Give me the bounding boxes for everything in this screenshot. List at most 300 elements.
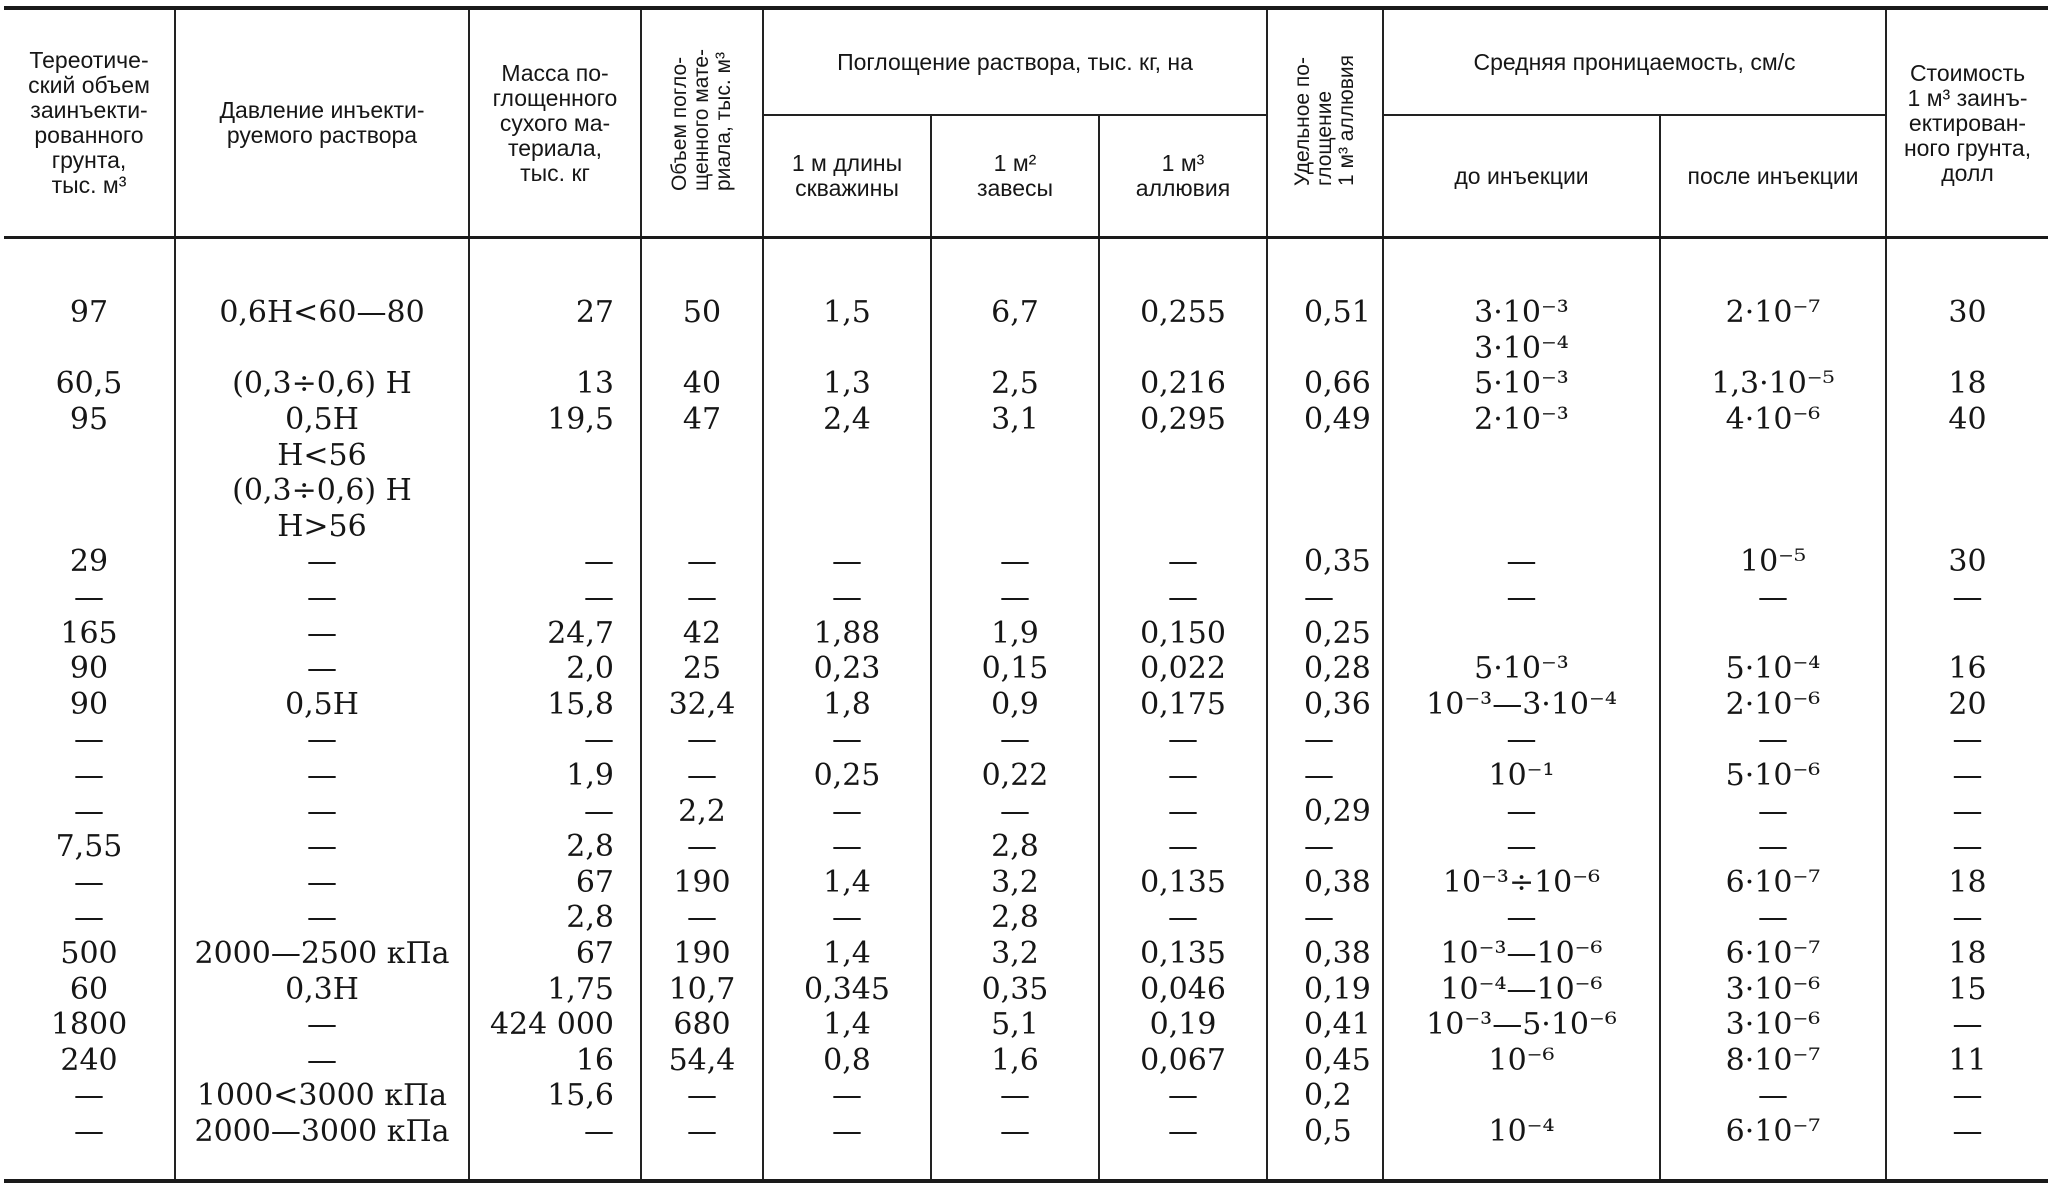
table-cell-col10: — (1660, 793, 1886, 829)
table-cell-col6: — (931, 1114, 1099, 1150)
table-spacer-cell (4, 238, 175, 296)
table-cell-col1: — (4, 1114, 175, 1150)
table-cell-col11: — (1886, 758, 2048, 794)
table-spacer-cell (931, 1149, 1099, 1181)
table-cell-col11 (1886, 615, 2048, 651)
table-cell-col11: 30 (1886, 544, 2048, 580)
table-spacer-row (4, 238, 2048, 296)
table-cell-col6: 3,2 (931, 936, 1099, 972)
table-cell-col4: 25 (641, 651, 763, 687)
table-cell-col2: — (175, 580, 469, 616)
table-cell-col3 (469, 473, 641, 509)
table-cell-col4: — (641, 900, 763, 936)
table-cell-col7: — (1099, 722, 1267, 758)
table-cell-col5 (763, 437, 931, 473)
table-cell-col10: 5·10⁻⁴ (1660, 651, 1886, 687)
table-cell-col11: — (1886, 793, 2048, 829)
table-cell-col1: 29 (4, 544, 175, 580)
table-cell-col8: 0,2 (1267, 1078, 1383, 1114)
table-cell-col7 (1099, 473, 1267, 509)
table-row (4, 437, 2048, 473)
table-cell-col11: 11 (1886, 1042, 2048, 1078)
table-cell-col3: 2,0 (469, 651, 641, 687)
table-cell-col10 (1660, 331, 1886, 367)
table-cell-col5: 1,88 (763, 615, 931, 651)
table-spacer-cell (1660, 238, 1886, 296)
table-cell-col7: — (1099, 580, 1267, 616)
table-cell-col2: — (175, 865, 469, 901)
header-volume-absorbed: Объем погло- щенного мате- риала, тыс. м³ (641, 8, 763, 238)
table-cell-col2: 1000<3000 кПа (175, 1078, 469, 1114)
table-cell-col7: — (1099, 793, 1267, 829)
table-cell-col5: 0,23 (763, 651, 931, 687)
table-cell-col6 (931, 437, 1099, 473)
table-cell-col1 (4, 509, 175, 545)
table-body (4, 238, 2048, 1182)
table-row (4, 971, 2048, 1007)
table-cell-col1: 97 (4, 295, 175, 331)
header-specific-absorption: Удельное по- глощение 1 м³ аллювия (1267, 8, 1383, 238)
table-row (4, 865, 2048, 901)
table-cell-col10: — (1660, 900, 1886, 936)
table-cell-col2: (0,3÷0,6) H (175, 366, 469, 402)
table-cell-col8: 0,38 (1267, 936, 1383, 972)
table-row (4, 1007, 2048, 1043)
table-cell-col2: — (175, 793, 469, 829)
table-cell-col1: — (4, 722, 175, 758)
table-cell-col1: 95 (4, 402, 175, 438)
table-spacer-cell (1099, 238, 1267, 296)
header-pressure: Давление инъекти- руемого раствора (175, 8, 469, 238)
table-cell-col4: 10,7 (641, 971, 763, 1007)
table-cell-col2: 2000—2500 кПа (175, 936, 469, 972)
table-cell-col4 (641, 331, 763, 367)
table-cell-col3: 13 (469, 366, 641, 402)
table-cell-col9: — (1383, 544, 1660, 580)
table-spacer-cell (175, 238, 469, 296)
table-cell-col1 (4, 473, 175, 509)
table-cell-col2: 0,5H (175, 402, 469, 438)
table-cell-col7: — (1099, 758, 1267, 794)
table-cell-col2: — (175, 900, 469, 936)
table-cell-col5 (763, 331, 931, 367)
table-row (4, 687, 2048, 723)
table-cell-col9: — (1383, 829, 1660, 865)
table-spacer-cell (763, 238, 931, 296)
table-spacer-cell (469, 238, 641, 296)
table-cell-col10: 6·10⁻⁷ (1660, 1114, 1886, 1150)
table-cell-col7: 0,067 (1099, 1042, 1267, 1078)
table-cell-col6: 0,9 (931, 687, 1099, 723)
table-cell-col6: 0,15 (931, 651, 1099, 687)
table-cell-col9 (1383, 615, 1660, 651)
table-cell-col9: 10⁻⁴ (1383, 1114, 1660, 1150)
table-cell-col1: 240 (4, 1042, 175, 1078)
table-cell-col9: 5·10⁻³ (1383, 651, 1660, 687)
table-cell-col3: 19,5 (469, 402, 641, 438)
table-cell-col8: 0,19 (1267, 971, 1383, 1007)
table-cell-col7 (1099, 331, 1267, 367)
table-row (4, 722, 2048, 758)
table-cell-col11 (1886, 473, 2048, 509)
table-cell-col4: — (641, 544, 763, 580)
table-cell-col8: 0,28 (1267, 651, 1383, 687)
table-cell-col2: — (175, 615, 469, 651)
table-cell-col10 (1660, 473, 1886, 509)
table-cell-col7: 0,216 (1099, 366, 1267, 402)
table-cell-col5: — (763, 722, 931, 758)
table-cell-col11: — (1886, 1078, 2048, 1114)
table-cell-col4: 190 (641, 936, 763, 972)
table-spacer-cell (763, 1149, 931, 1181)
table-cell-col8 (1267, 473, 1383, 509)
table-spacer-row (4, 1149, 2048, 1181)
table-cell-col5: — (763, 544, 931, 580)
table-cell-col2 (175, 331, 469, 367)
table-cell-col3 (469, 331, 641, 367)
table-cell-col5: 2,4 (763, 402, 931, 438)
table-spacer-cell (1660, 1149, 1886, 1181)
table-row (4, 509, 2048, 545)
table-cell-col5: — (763, 900, 931, 936)
table-cell-col3: 1,9 (469, 758, 641, 794)
table-cell-col11 (1886, 331, 2048, 367)
table-row (4, 793, 2048, 829)
table-cell-col3: 27 (469, 295, 641, 331)
table-spacer-cell (1099, 1149, 1267, 1181)
table-cell-col11: 30 (1886, 295, 2048, 331)
table-cell-col8: 0,29 (1267, 793, 1383, 829)
table-cell-col2: — (175, 1042, 469, 1078)
header-row-1 (4, 8, 2048, 115)
table-spacer-cell (641, 238, 763, 296)
table-cell-col1: 7,55 (4, 829, 175, 865)
table-cell-col4: 40 (641, 366, 763, 402)
table-cell-col6 (931, 509, 1099, 545)
table-cell-col3 (469, 509, 641, 545)
table-cell-col9: 3·10⁻⁴ (1383, 331, 1660, 367)
table-cell-col9 (1383, 473, 1660, 509)
table-cell-col7: — (1099, 900, 1267, 936)
header-theoretical-volume: Тереотиче- ский объем заинъекти- рованного грунта, тыс. м³ (4, 8, 175, 238)
table-cell-col10: — (1660, 580, 1886, 616)
table-spacer-cell (1886, 1149, 2048, 1181)
header-cost: Стоимость 1 м³ заинъ- ектирован- ного грунта, долл (1886, 8, 2048, 238)
table-cell-col6 (931, 331, 1099, 367)
table-cell-col3: 2,8 (469, 829, 641, 865)
table-cell-col5: 1,3 (763, 366, 931, 402)
table-cell-col7: 0,022 (1099, 651, 1267, 687)
table-cell-col5: — (763, 1114, 931, 1150)
table-cell-col4: 190 (641, 865, 763, 901)
table-cell-col3: 16 (469, 1042, 641, 1078)
table-cell-col9: 10⁻¹ (1383, 758, 1660, 794)
table-cell-col2: — (175, 829, 469, 865)
table-cell-col10: 4·10⁻⁶ (1660, 402, 1886, 438)
table-cell-col2: — (175, 758, 469, 794)
table-cell-col9: 3·10⁻³ (1383, 295, 1660, 331)
table-cell-col11: — (1886, 829, 2048, 865)
table-cell-col3: — (469, 580, 641, 616)
table-row (4, 829, 2048, 865)
table-cell-col10: — (1660, 722, 1886, 758)
table-cell-col5: 1,4 (763, 1007, 931, 1043)
table-cell-col11: 18 (1886, 865, 2048, 901)
table-cell-col7: — (1099, 829, 1267, 865)
table-cell-col8 (1267, 331, 1383, 367)
table-cell-col8: — (1267, 829, 1383, 865)
table-cell-col1 (4, 331, 175, 367)
data-table (4, 6, 2048, 1183)
table-cell-col8: 0,5 (1267, 1114, 1383, 1150)
table-cell-col4 (641, 473, 763, 509)
table-cell-col1: 60,5 (4, 366, 175, 402)
table-cell-col9 (1383, 1078, 1660, 1114)
table-cell-col11: 40 (1886, 402, 2048, 438)
table-cell-col8: — (1267, 900, 1383, 936)
table-row (4, 936, 2048, 972)
table-cell-col9 (1383, 437, 1660, 473)
table-cell-col10: — (1660, 1078, 1886, 1114)
table-cell-col1: — (4, 1078, 175, 1114)
table-cell-col2: — (175, 651, 469, 687)
table-cell-col10 (1660, 615, 1886, 651)
table-cell-col8: 0,45 (1267, 1042, 1383, 1078)
table-cell-col9: 2·10⁻³ (1383, 402, 1660, 438)
table-cell-col8: 0,25 (1267, 615, 1383, 651)
header-per-meter-well: 1 м длины скважины (763, 115, 931, 238)
table-cell-col4: — (641, 580, 763, 616)
header-mass-absorbed: Масса по- глощенного сухого ма- териала, тыс. кг (469, 8, 641, 238)
table-cell-col1: — (4, 865, 175, 901)
table-cell-col2: — (175, 1007, 469, 1043)
table-cell-col7: 0,135 (1099, 936, 1267, 972)
table-row (4, 473, 2048, 509)
table-row (4, 1078, 2048, 1114)
table-cell-col10: 3·10⁻⁶ (1660, 1007, 1886, 1043)
table-cell-col10: 6·10⁻⁷ (1660, 865, 1886, 901)
table-cell-col3: 15,6 (469, 1078, 641, 1114)
table-cell-col6: 6,7 (931, 295, 1099, 331)
table-cell-col3: 2,8 (469, 900, 641, 936)
table-cell-col8: 0,49 (1267, 402, 1383, 438)
table-cell-col7: 0,255 (1099, 295, 1267, 331)
table-row (4, 295, 2048, 331)
table-cell-col1: 60 (4, 971, 175, 1007)
table-cell-col11: 18 (1886, 366, 2048, 402)
table-cell-col3: 67 (469, 936, 641, 972)
table-cell-col2: 0,6H<60—80 (175, 295, 469, 331)
table-cell-col11: 15 (1886, 971, 2048, 1007)
table-cell-col4: — (641, 1114, 763, 1150)
table-cell-col6: — (931, 580, 1099, 616)
table-cell-col3 (469, 437, 641, 473)
table-cell-col1: 90 (4, 687, 175, 723)
table-cell-col9: 10⁻³—5·10⁻⁶ (1383, 1007, 1660, 1043)
table-cell-col6: 1,6 (931, 1042, 1099, 1078)
table-row (4, 900, 2048, 936)
table-cell-col3: 1,75 (469, 971, 641, 1007)
table-spacer-cell (1886, 238, 2048, 296)
table-cell-col8: — (1267, 580, 1383, 616)
table-cell-col6: 0,22 (931, 758, 1099, 794)
table-row (4, 615, 2048, 651)
table-cell-col4: — (641, 829, 763, 865)
table-cell-col10 (1660, 509, 1886, 545)
table-row (4, 366, 2048, 402)
header-per-m3-alluvium: 1 м³ аллювия (1099, 115, 1267, 238)
table-cell-col6: 1,9 (931, 615, 1099, 651)
table-cell-col5: — (763, 829, 931, 865)
header-permeability-group: Средняя проницаемость, см/с (1383, 8, 1886, 115)
table-spacer-cell (1383, 238, 1660, 296)
table-cell-col8: — (1267, 758, 1383, 794)
table-cell-col4: 50 (641, 295, 763, 331)
table-row (4, 1042, 2048, 1078)
table-cell-col5: 0,8 (763, 1042, 931, 1078)
table-cell-col4 (641, 437, 763, 473)
table-spacer-cell (4, 1149, 175, 1181)
table-cell-col4: 42 (641, 615, 763, 651)
table-row (4, 758, 2048, 794)
table-cell-col2: H>56 (175, 509, 469, 545)
table-cell-col10: 2·10⁻⁶ (1660, 687, 1886, 723)
table-cell-col8: 0,51 (1267, 295, 1383, 331)
table-cell-col1: — (4, 793, 175, 829)
table-cell-col2: 0,5H (175, 687, 469, 723)
table-cell-col2: — (175, 722, 469, 758)
table-row (4, 1114, 2048, 1150)
table-cell-col5: 1,4 (763, 865, 931, 901)
table-cell-col11: 20 (1886, 687, 2048, 723)
table-cell-col5: 0,25 (763, 758, 931, 794)
table-cell-col9: — (1383, 793, 1660, 829)
table-cell-col3: — (469, 544, 641, 580)
table-cell-col2: 2000—3000 кПа (175, 1114, 469, 1150)
table-cell-col1: 90 (4, 651, 175, 687)
table-cell-col11: — (1886, 722, 2048, 758)
table-row (4, 331, 2048, 367)
table-cell-col6: 0,35 (931, 971, 1099, 1007)
table-cell-col7 (1099, 509, 1267, 545)
table-cell-col3: — (469, 722, 641, 758)
table-cell-col9: — (1383, 722, 1660, 758)
table-cell-col5: 0,345 (763, 971, 931, 1007)
table-cell-col7: 0,175 (1099, 687, 1267, 723)
table-spacer-cell (641, 1149, 763, 1181)
table-cell-col1 (4, 437, 175, 473)
table-cell-col4: 2,2 (641, 793, 763, 829)
table-cell-col11: — (1886, 1007, 2048, 1043)
table-cell-col6: 2,8 (931, 829, 1099, 865)
table-cell-col9: 5·10⁻³ (1383, 366, 1660, 402)
table-cell-col3: — (469, 793, 641, 829)
table-cell-col6: — (931, 793, 1099, 829)
table-cell-col4: — (641, 1078, 763, 1114)
table-cell-col10: 3·10⁻⁶ (1660, 971, 1886, 1007)
table-cell-col5: 1,5 (763, 295, 931, 331)
table-cell-col8 (1267, 437, 1383, 473)
table-cell-col10: 10⁻⁵ (1660, 544, 1886, 580)
table-spacer-cell (1267, 1149, 1383, 1181)
table-cell-col6: — (931, 544, 1099, 580)
table-cell-col11: 16 (1886, 651, 2048, 687)
table-cell-col9 (1383, 509, 1660, 545)
table-cell-col10: 6·10⁻⁷ (1660, 936, 1886, 972)
table-cell-col6: 2,8 (931, 900, 1099, 936)
table-cell-col8 (1267, 509, 1383, 545)
table-cell-col7 (1099, 437, 1267, 473)
table-cell-col9: 10⁻⁴—10⁻⁶ (1383, 971, 1660, 1007)
header-before-injection: до инъекции (1383, 115, 1660, 238)
table-cell-col8: 0,66 (1267, 366, 1383, 402)
table-cell-col1: 500 (4, 936, 175, 972)
table-cell-col10: 8·10⁻⁷ (1660, 1042, 1886, 1078)
table-spacer-cell (1383, 1149, 1660, 1181)
table-cell-col4: — (641, 722, 763, 758)
table-cell-col6: — (931, 722, 1099, 758)
table-cell-col11 (1886, 437, 2048, 473)
table-cell-col11: — (1886, 900, 2048, 936)
table-cell-col10: — (1660, 829, 1886, 865)
table-cell-col7: 0,150 (1099, 615, 1267, 651)
table-cell-col6: 3,2 (931, 865, 1099, 901)
table-cell-col11: — (1886, 1114, 2048, 1150)
table-cell-col9: — (1383, 900, 1660, 936)
table-cell-col7: 0,295 (1099, 402, 1267, 438)
table-row (4, 651, 2048, 687)
table-cell-col7: 0,135 (1099, 865, 1267, 901)
table-cell-col5: — (763, 580, 931, 616)
table-cell-col7: — (1099, 544, 1267, 580)
table-cell-col1: 1800 (4, 1007, 175, 1043)
table-cell-col4: — (641, 758, 763, 794)
table-cell-col4: 47 (641, 402, 763, 438)
table-cell-col5 (763, 509, 931, 545)
table-cell-col2: — (175, 544, 469, 580)
table-cell-col9: — (1383, 580, 1660, 616)
table-cell-col3: 15,8 (469, 687, 641, 723)
table-cell-col10: 1,3·10⁻⁵ (1660, 366, 1886, 402)
table-row (4, 544, 2048, 580)
table-cell-col3: 424 000 (469, 1007, 641, 1043)
table-cell-col4 (641, 509, 763, 545)
table-cell-col6 (931, 473, 1099, 509)
table-cell-col11: 18 (1886, 936, 2048, 972)
table-cell-col9: 10⁻³—3·10⁻⁴ (1383, 687, 1660, 723)
table-cell-col7: 0,19 (1099, 1007, 1267, 1043)
table-cell-col4: 32,4 (641, 687, 763, 723)
table-cell-col6: 5,1 (931, 1007, 1099, 1043)
header-absorption-group: Поглощение раствора, тыс. кг, на (763, 8, 1267, 115)
table-cell-col2: 0,3H (175, 971, 469, 1007)
table-cell-col10 (1660, 437, 1886, 473)
table-cell-col8: 0,41 (1267, 1007, 1383, 1043)
table-cell-col6: 3,1 (931, 402, 1099, 438)
table-cell-col7: — (1099, 1114, 1267, 1150)
table-cell-col5: 1,4 (763, 936, 931, 972)
table-cell-col3: — (469, 1114, 641, 1150)
header-after-injection: после инъекции (1660, 115, 1886, 238)
table-cell-col3: 67 (469, 865, 641, 901)
table-cell-col8: 0,36 (1267, 687, 1383, 723)
table-cell-col1: — (4, 900, 175, 936)
table-row (4, 402, 2048, 438)
table-row (4, 580, 2048, 616)
table-cell-col1: 165 (4, 615, 175, 651)
table-cell-col1: — (4, 758, 175, 794)
table-cell-col2: H<56 (175, 437, 469, 473)
